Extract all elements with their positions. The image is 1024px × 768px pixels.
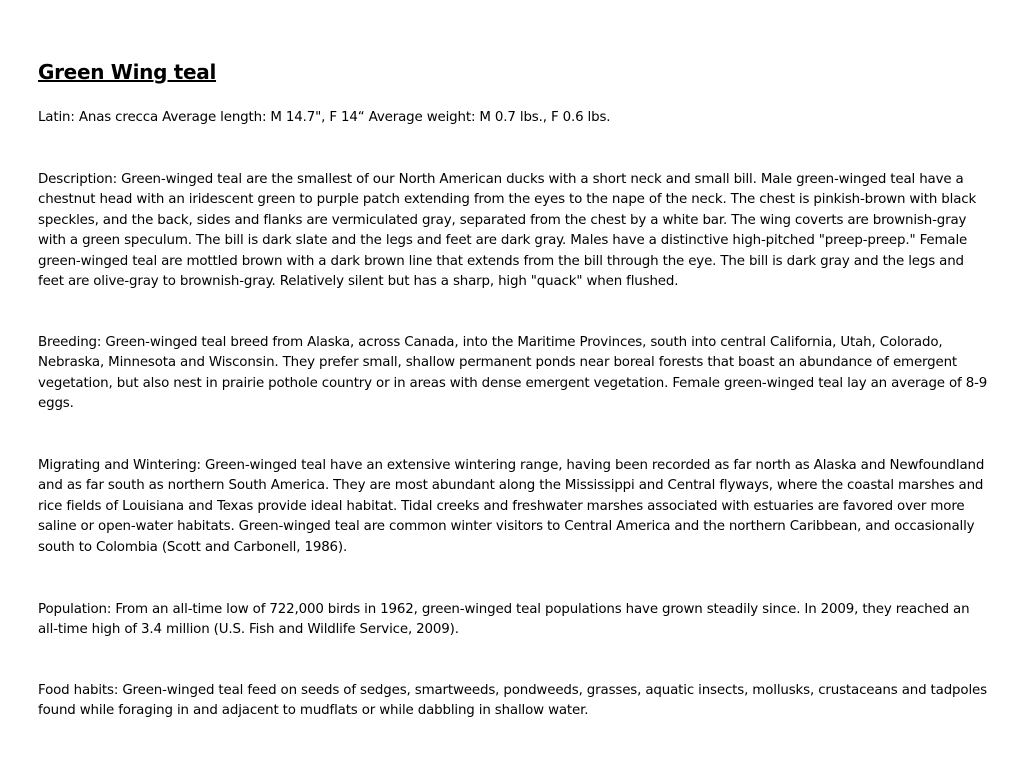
food-habits-paragraph: Food habits: Green-winged teal feed on seeds of sedges, smartweeds, pondweeds, grasses, aquatic insects, mollusks, crustaceans and tadpoles found while foraging in and adjacent to mudflats or while dabbling in shallow water. (38, 683, 987, 719)
page-title: Green Wing teal (38, 60, 217, 84)
population-paragraph: Population: From an all-time low of 722,000 birds in 1962, green-winged teal populations have grown steadily since. In 2009, they reached an all-time high of 3.4 million (U.S. Fish and Wildlife Service, 2009). (38, 602, 970, 638)
slide-content (38, 58, 988, 748)
latin-info-line: Latin: Anas crecca Average length: M 14.7", F 14“ Average weight: M 0.7 lbs., F 0.6 lbs. (38, 110, 611, 125)
description-paragraph: Description: Green-winged teal are the smallest of our North American ducks with a short neck and small bill. Male green-winged teal have a chestnut head with an iridescent green to purple patch extending from the eyes to the nape of the neck. The chest is pinkish-brown with black speckles, and the back, sides and flanks are vermiculated gray, separated from the chest by a white bar. The wing coverts are brownish-gray with a green speculum. The bill is dark slate and the legs and feet are dark gray. Males have a distinctive high-pitched "preep-preep." Female green-winged teal are mottled brown with a dark brown line that extends from the bill through the eye. The bill is dark gray and the legs and feet are olive-gray to brownish-gray. Relatively silent but has a sharp, high "quack" when flushed. (38, 172, 977, 290)
breeding-paragraph: Breeding: Green-winged teal breed from Alaska, across Canada, into the Maritime Provinces, south into central California, Utah, Colorado, Nebraska, Minnesota and Wisconsin. They prefer small, shallow permanent ponds near boreal forests that boast an abundance of emergent vegetation, but also nest in prairie pothole country or in areas with dense emergent vegetation. Female green-winged teal lay an average of 8-9 eggs. (38, 335, 988, 412)
migrating-wintering-paragraph: Migrating and Wintering: Green-winged teal have an extensive wintering range, having been recorded as far north as Alaska and Newfoundland and as far south as northern South America. They are most abundant along the Mississippi and Central flyways, where the coastal marshes and rice fields of Louisiana and Texas provide ideal habitat. Tidal creeks and freshwater marshes associated with estuaries are favored over more saline or open-water habitats. Green-winged teal are common winter visitors to Central America and the northern Caribbean, and occasionally south to Colombia (Scott and Carbonell, 1986). (38, 458, 985, 555)
